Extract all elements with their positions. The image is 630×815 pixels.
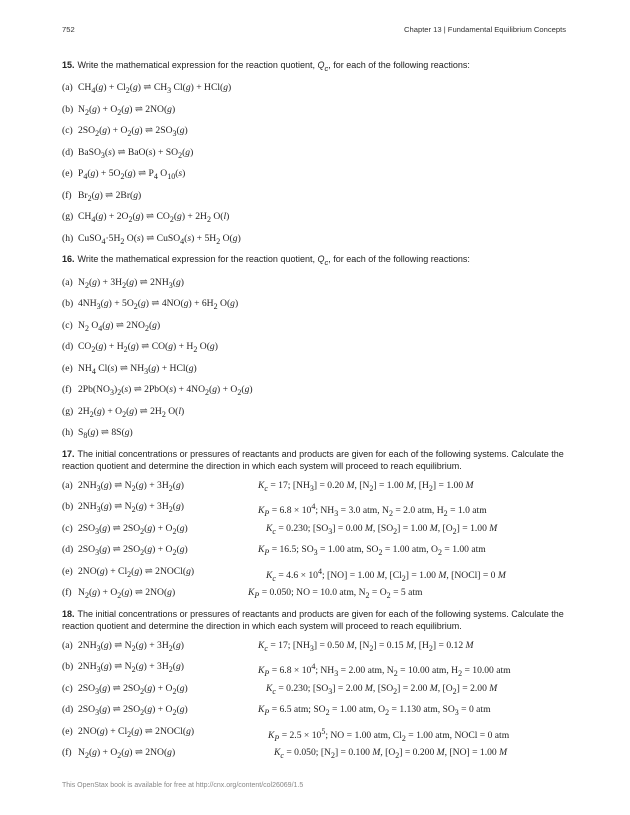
chemical-equation: $2NH_3(g)$ ⇌ $N_2(g) + 3H_2(g)$ (78, 639, 184, 653)
exercise-prompt (62, 59, 572, 75)
exercise-item (62, 146, 572, 168)
item-label: (e) (62, 362, 73, 374)
exercise-number: 15. (62, 60, 75, 70)
chemical-equation: $2SO_3(g)$ ⇌ $2SO_2(g) + O_2(g)$ (78, 682, 188, 696)
chemical-equation: $2NO(g) + Cl_2(g)$ ⇌ 2NOCl(g) (78, 725, 195, 739)
equilibrium-conditions: $K_c = 0.230$; $[SO_3] = 2.00$ M, $[SO_2] = 2.00$ M, $[O_2] = 2.00$ M (266, 682, 498, 696)
chemical-equation: $N_2(g) + O_2(g)$ ⇌ 2NO(g) (78, 747, 176, 760)
item-label: (b) (62, 501, 74, 513)
item-label: (h) (62, 427, 74, 439)
chapter-title: Chapter 13 | Fundamental Equilibrium Concepts (404, 25, 566, 34)
item-label: (c) (62, 522, 73, 534)
chemical-equation: $S_8(g)$ ⇌ 8S(g) (78, 427, 133, 440)
chemical-equation: $N_2(g) + 3H_2(g)$ ⇌ $2NH_3(g)$ (78, 276, 184, 290)
exercise-item (62, 522, 572, 544)
exercise-item (62, 586, 572, 608)
chemical-equation: $NH_4$ Cl(s) ⇌ $NH_3(g) + HCl(g)$ (78, 362, 197, 376)
exercise-content (62, 59, 572, 768)
equilibrium-conditions: $K_P = 6.5$ atm; $SO_2 = 1.00$ atm, $O_2 = 1.130$ atm, $SO_3 = 0$ atm (258, 704, 491, 717)
item-label: (c) (62, 125, 73, 137)
item-label: (f) (62, 747, 72, 759)
exercise-number: 18. (62, 608, 75, 619)
chemical-equation: $N_2(g) + O_2(g)$ ⇌ 2NO(g) (78, 103, 176, 117)
item-label: (c) (62, 319, 73, 331)
chemical-equation: $CuSO_4\cdot 5H_2$ O(s) ⇌ CuSO$_4$(s) + $5H_2$ O(g) (78, 232, 241, 246)
equilibrium-conditions: $K_c = 17$; $[NH_3] = 0.50$ M, $[N_2] = 0.15$ M, $[H_2] = 0.12$ M (258, 639, 474, 653)
exercise-item (62, 319, 572, 341)
item-label: (e) (62, 565, 73, 577)
item-label: (f) (62, 384, 72, 396)
exercise-text: The initial concentrations or pressures of reactants and products are given for each of the following systems. Calculate the reaction quotient and determine the direction in which each system will proceed to reach equilibrium. (62, 448, 564, 472)
chemical-equation: BaSO$_3$(s) ⇌ $BaO(s) + SO_2(g)$ (78, 146, 194, 160)
chemical-equation: $2SO_3(g)$ ⇌ $2SO_2(g) + O_2(g)$ (78, 704, 188, 717)
exercise-text: Write the mathematical expression for the reaction quotient, $Q_c$, for each of the following reactions: (77, 60, 470, 73)
exercise-prompt (62, 608, 572, 633)
chemical-equation: $2NH_3(g)$ ⇌ $N_2(g) + 3H_2(g)$ (78, 501, 184, 514)
exercise-item (62, 543, 572, 565)
page-header (62, 25, 566, 39)
exercise-item (62, 167, 572, 189)
exercise-item (62, 565, 572, 587)
exercise-item (62, 189, 572, 211)
item-label: (a) (62, 639, 73, 651)
item-label: (d) (62, 146, 74, 158)
item-label: (d) (62, 704, 74, 716)
exercise-item (62, 703, 572, 725)
equilibrium-conditions: $K_P = 16.5$; $SO_3 = 1.00$ atm, $SO_2 = 1.00$ atm, $O_2 = 1.00$ atm (258, 544, 486, 557)
item-label: (c) (62, 682, 73, 694)
exercise-item (62, 297, 572, 319)
exercise-prompt (62, 253, 572, 269)
equilibrium-conditions: $K_c = 4.6 \times 10^4$; [NO] = 1.00 M, $[Cl_2] = 1.00$ M, [NOCl] = 0 M (266, 566, 506, 583)
item-label: (a) (62, 82, 73, 94)
exercise-item (62, 81, 572, 103)
exercise-text: The initial concentrations or pressures of reactants and products are given for each of the following systems. Calculate the reaction quotient and determine the direction in which each system will proceed to reach equilibrium. (62, 608, 564, 632)
chemical-equation: $2SO_3(g)$ ⇌ $2SO_2(g) + O_2(g)$ (78, 522, 188, 536)
exercise-item (62, 479, 572, 501)
chemical-equation: $2NH_3(g)$ ⇌ $N_2(g) + 3H_2(g)$ (78, 661, 184, 674)
chemical-equation: $2Pb(NO_3)_2(s)$ ⇌ $2PbO(s) + 4NO_2(g) + O_2(g)$ (78, 384, 253, 397)
exercise-item (62, 103, 572, 125)
chemical-equation: $CH_4(g) + Cl_2(g)$ ⇌ $CH_3$ Cl(g) + HCl(g) (78, 82, 232, 96)
item-label: (g) (62, 211, 74, 223)
exercise-item (62, 124, 572, 146)
exercise-item (62, 210, 572, 232)
exercise-item (62, 405, 572, 427)
item-label: (a) (62, 479, 73, 491)
chemical-equation: $CO_2(g) + H_2(g)$ ⇌ $CO(g) + H_2$ O(g) (78, 341, 218, 354)
item-label: (g) (62, 405, 74, 417)
chemical-equation: $2NO(g) + Cl_2(g)$ ⇌ 2NOCl(g) (78, 565, 195, 579)
exercise-prompt (62, 448, 572, 473)
equilibrium-conditions: $K_P = 0.050$; NO = 10.0 atm, $N_2 = O_2 = 5$ atm (248, 587, 423, 600)
item-label: (b) (62, 103, 74, 115)
exercise-text: Write the mathematical expression for the reaction quotient, $Q_c$, for each of the following reactions: (77, 254, 470, 268)
exercise-item (62, 660, 572, 682)
equilibrium-conditions: $K_c = 17$; $[NH_3] = 0.20$ M, $[N_2] = 1.00$ M, $[H_2] = 1.00$ M (258, 479, 474, 493)
item-label: (f) (62, 587, 72, 599)
exercise-item (62, 426, 572, 448)
equilibrium-conditions: $K_P = 2.5 \times 10^5$; NO = 1.00 atm, $Cl_2 = 1.00$ atm, NOCl = 0 atm (268, 726, 510, 743)
chemical-equation: $CH_4(g) + 2O_2(g)$ ⇌ $CO_2(g) + 2H_2$ O(l) (78, 211, 230, 225)
exercise-item (62, 340, 572, 362)
chemical-equation: $2H_2(g) + O_2(g)$ ⇌ $2H_2$ O(l) (78, 405, 185, 419)
item-label: (d) (62, 544, 74, 556)
exercise-item (62, 362, 572, 384)
exercise-number: 17. (62, 448, 75, 459)
chemical-equation: $Br_2(g)$ ⇌ 2Br(g) (78, 189, 142, 203)
item-label: (a) (62, 276, 73, 288)
equilibrium-conditions: $K_c = 0.050$; $[N_2] = 0.100$ M, $[O_2] = 0.200$ M, [NO] = 1.00 M (274, 747, 508, 760)
exercise-item (62, 725, 572, 747)
exercise-number: 16. (62, 254, 75, 265)
chemical-equation: $2SO_2(g) + O_2(g)$ ⇌ $2SO_3(g)$ (78, 125, 188, 139)
exercise-item (62, 232, 572, 254)
equilibrium-conditions: $K_c = 0.230$; $[SO_3] = 0.00$ M, $[SO_2] = 1.00$ M, $[O_2] = 1.00$ M (266, 522, 498, 536)
exercise-item (62, 682, 572, 704)
chemical-equation: $N_2(g) + O_2(g)$ ⇌ 2NO(g) (78, 587, 176, 600)
equilibrium-conditions: $K_P = 6.8 \times 10^4$; $NH_3 = 3.0$ atm, $N_2 = 2.0$ atm, $H_2 = 1.0$ atm (258, 502, 487, 519)
exercise-17 (62, 448, 572, 608)
exercise-16 (62, 253, 572, 447)
chemical-equation: $2NH_3(g)$ ⇌ $N_2(g) + 3H_2(g)$ (78, 479, 184, 493)
item-label: (b) (62, 298, 74, 310)
item-label: (d) (62, 341, 74, 353)
item-label: (h) (62, 232, 74, 244)
exercise-item (62, 276, 572, 298)
page-number: 752 (62, 25, 75, 34)
chemical-equation: $P_4(g) + 5O_2(g)$ ⇌ $P_4$ $O_{10}(s)$ (78, 168, 186, 182)
exercise-item (62, 500, 572, 522)
equilibrium-conditions: $K_P = 6.8 \times 10^4$; $NH_3 = 2.00$ atm, $N_2 = 10.00$ atm, $H_2 = 10.00$ atm (258, 662, 511, 679)
chemical-equation: $2SO_3(g)$ ⇌ $2SO_2(g) + O_2(g)$ (78, 544, 188, 557)
page-footer: This OpenStax book is available for free at http://cnx.org/content/col26069/1.5 (62, 782, 304, 789)
exercise-item (62, 639, 572, 661)
exercise-item (62, 746, 572, 768)
item-label: (e) (62, 168, 73, 180)
chemical-equation: $4NH_3(g) + 5O_2(g)$ ⇌ $4NO(g) + 6H_2$ O(g) (78, 298, 239, 311)
item-label: (e) (62, 725, 73, 737)
item-label: (b) (62, 661, 74, 673)
exercise-18 (62, 608, 572, 768)
exercise-item (62, 383, 572, 405)
exercise-15 (62, 59, 572, 253)
chemical-equation: $N_2$ $O_4(g)$ ⇌ $2NO_2(g)$ (78, 319, 161, 333)
item-label: (f) (62, 189, 72, 201)
